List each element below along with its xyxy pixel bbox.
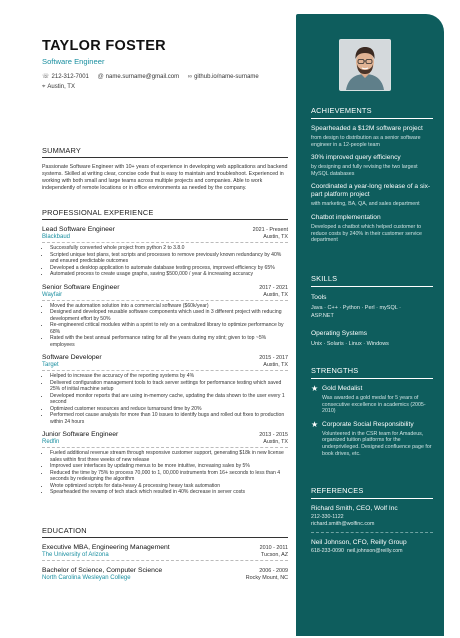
divider <box>42 447 288 448</box>
bullet: • Delivered configuration management tools to track server settings for performance testing which saved 25% of initial machine setup <box>50 380 288 393</box>
summary-text: Passionate Software Engineer with 10+ years of experience in developing web applications and backend systems. Skilled at writing clear, concise code that is easy to maintain and troubleshoot. Experienced in working with both small and large teams across multiple projects and companies. Able to work independently of remote locations or in office environments as needed by the company. <box>42 164 288 191</box>
job-bullets <box>42 245 288 278</box>
job-bullets <box>42 303 288 349</box>
achievement-item <box>311 125 433 148</box>
experience-title: PROFESSIONAL EXPERIENCE <box>42 208 288 220</box>
job-location: Austin, TX <box>263 291 288 298</box>
achievement-item <box>311 183 433 208</box>
location-text: Austin, TX <box>47 84 75 90</box>
job-location: Austin, TX <box>263 439 288 445</box>
strengths-section <box>311 366 433 457</box>
job-role: Junior Software Engineer <box>42 431 119 438</box>
bullet: • Developed a desktop application to automate database testing process, improved efficiency by 65% <box>50 265 288 272</box>
bullet: • Re-engineered critical modules within a sprint to rely on a centralized library to optimize performance by 68% <box>50 322 288 335</box>
candidate-title: Software Engineer <box>42 57 105 66</box>
bullet: • Rated with the best annual performance rating for all the years during my stint; given to top ~5% employees <box>50 335 288 348</box>
bullet: • Successfully converted whole project from python 2 to 3.8.0 <box>50 245 288 252</box>
achievement-item <box>311 154 433 177</box>
achievement-title: Chatbot implementation <box>311 213 381 221</box>
strengths-title: STRENGTHS <box>311 366 433 379</box>
contact-phone <box>42 72 89 82</box>
location-pin-icon: ⌖ <box>42 84 46 90</box>
achievements-section <box>311 106 433 244</box>
job-company: Wayfair <box>42 291 63 298</box>
summary-title: SUMMARY <box>42 146 288 158</box>
bullet: • Optimized customer resources and reduce turnaround time by 20% <box>50 406 288 413</box>
strength-title: Corporate Social Responsibility <box>322 420 414 428</box>
reference-email: neil.johnson@reilly.com <box>346 548 403 554</box>
school: The University of Arizona <box>42 552 109 558</box>
sidebar <box>296 14 444 636</box>
reference-phone: 618-233-0090 <box>311 548 344 554</box>
degree: Executive MBA, Engineering Management <box>42 544 170 551</box>
email-text: name.surname@gmail.com <box>105 74 180 80</box>
reference-phone: 212-330-1122 <box>311 514 344 520</box>
bullet: • Fueled additional revenue stream through responsive customer support, generating $18k in new license sales within first three weeks of new release <box>50 450 288 463</box>
star-icon: ★ <box>311 419 319 429</box>
achievement-desc: from design to distribution as a senior software engineer in a 12-people team <box>311 135 421 148</box>
job-bullets <box>42 450 288 496</box>
star-icon: ★ <box>311 384 319 393</box>
summary-section <box>42 146 288 192</box>
experience-item <box>42 284 288 349</box>
bullet: • Performed root cause analysis for more than 10 issues to identify bugs and rolled out fixes to production within 24 hours <box>50 412 288 425</box>
experience-item <box>42 354 288 425</box>
strength-desc: Volunteered in the CSR team for Amadeus, organized tuition platforms for the underprivileged. Designed confluence page for book drives, etc. <box>322 430 432 457</box>
job-role: Senior Software Engineer <box>42 283 120 291</box>
skills-section <box>311 274 433 348</box>
achievement-title: Coordinated a year-long release of a six-part platform project <box>311 183 431 199</box>
skill-list <box>311 304 433 320</box>
link-icon: ∞ <box>187 74 193 80</box>
skill-line: Java · C++ · Python · Perl · mySQL · <box>311 305 401 311</box>
bullet: • Automated process to create usage graphs, saving $500,000 / year & increasing accuracy <box>50 271 288 278</box>
experience-item <box>42 431 288 496</box>
strength-item <box>311 385 433 415</box>
at-icon: @ <box>97 74 104 80</box>
education-item <box>42 567 288 581</box>
profile-photo <box>339 39 391 91</box>
education-section <box>42 526 288 581</box>
reference-name: Richard Smith, CEO, Wolf Inc <box>311 505 398 512</box>
education-item <box>42 544 288 561</box>
contact-info <box>42 72 288 92</box>
skill-line: ASP.NET <box>311 313 334 319</box>
job-company: Redfin <box>42 439 60 445</box>
achievement-item <box>311 214 433 244</box>
bullet: • Designed and developed reusable software components which used in 3 different project with reducing development effort by 50% <box>50 309 288 322</box>
job-location: Austin, TX <box>263 234 288 240</box>
skill-group-title: Tools <box>311 294 327 301</box>
edu-dates: 2006 - 2009 <box>259 568 288 574</box>
contact-location <box>42 82 75 92</box>
phone-icon: ☏ <box>42 74 50 80</box>
reference-contact <box>311 548 433 555</box>
candidate-name: TAYLOR FOSTER <box>42 38 166 54</box>
strength-desc: Was awarded a gold medal for 5 years of consecutive excellence in academics (2005-2010) <box>322 395 426 415</box>
bullet: • Wrote optimized scripts for data-heavy & processing heavy task automation <box>50 483 288 490</box>
achievement-title: Spearheaded a $12M software project <box>311 125 423 132</box>
education-title: EDUCATION <box>42 526 288 538</box>
divider <box>42 300 288 301</box>
phone-text: 212-312-7001 <box>51 74 89 80</box>
bullet: • Scripted unique test plans, test scripts and processes to remove previously known redundancy by 40% and ensured predictable outcomes <box>50 252 288 265</box>
divider <box>42 560 288 561</box>
skill-list <box>311 340 433 348</box>
bullet: • Moved the automation solution into a commercial software ($60k/year) <box>50 303 288 310</box>
job-company: Target <box>42 362 59 368</box>
school: North Carolina Wesleyan College <box>42 575 131 581</box>
bullet: • Spearheaded the revamp of tech stack which resulted in 40% decrease in server costs <box>50 489 288 496</box>
divider <box>42 242 288 243</box>
contact-email <box>98 72 180 82</box>
job-dates: 2017 - 2021 <box>259 284 288 291</box>
job-dates: 2021 - Present <box>252 227 288 233</box>
job-dates: 2015 - 2017 <box>259 355 288 361</box>
github-text: github.io/name-surname <box>194 74 259 80</box>
reference-name: Neil Johnson, CFO, Reilly Group <box>311 539 407 546</box>
experience-item <box>42 226 288 278</box>
header <box>42 38 288 92</box>
person-portrait-icon <box>340 40 390 90</box>
references-section <box>311 486 433 555</box>
edu-location: Tucson, AZ <box>260 552 288 558</box>
experience-section <box>42 208 288 496</box>
strength-title: Gold Medalist <box>322 385 363 392</box>
bullet: • Improved user interfaces by updating menus to be more intuitive, increasing sales by 5% <box>50 463 288 470</box>
bullet: • Reduced the time by 75% to process 70,000 to 1, 00,000 instruments from 16+ seconds to less than 4 seconds by redesigning the algorithm <box>50 470 288 483</box>
reference-email: richard.smith@wolfinc.com <box>311 521 375 527</box>
achievement-title: 30% improved query efficiency <box>311 154 401 162</box>
contact-github <box>188 72 259 82</box>
references-title: REFERENCES <box>311 486 433 499</box>
edu-location: Rocky Mount, NC <box>245 575 288 581</box>
skill-line: Unix · Solaris · Linux · Windows <box>311 341 389 347</box>
divider <box>42 370 288 371</box>
job-role: Lead Software Engineer <box>42 226 115 233</box>
job-location: Austin, TX <box>263 362 288 368</box>
job-bullets <box>42 373 288 425</box>
achievement-desc: by designing and fully revising the two largest MySQL databases <box>311 164 418 177</box>
strength-item <box>311 421 433 457</box>
degree: Bachelor of Science, Computer Science <box>42 567 163 574</box>
reference-contact <box>311 514 433 528</box>
bullet: • Helped to increase the accuracy of the reporting systems by 4% <box>50 373 288 380</box>
skill-group-title: Operating Systems <box>311 330 368 337</box>
achievement-desc: with marketing, BA, QA, and sales department <box>311 201 420 208</box>
divider <box>311 532 433 533</box>
job-role: Software Developer <box>42 354 102 361</box>
job-company: Blackbaud <box>42 234 71 240</box>
achievements-title: ACHIEVEMENTS <box>311 106 433 119</box>
skills-title: SKILLS <box>311 274 433 287</box>
job-dates: 2013 - 2015 <box>259 432 288 438</box>
main-column <box>42 38 288 581</box>
achievement-desc: Developed a chatbot which helped customer to reduce costs by 240% in their customer service department <box>311 223 422 244</box>
edu-dates: 2010 - 2011 <box>259 545 288 551</box>
bullet: • Developed monitor reports that are using in-memory cache, updating the data shown to the user every 1 second <box>50 393 288 406</box>
